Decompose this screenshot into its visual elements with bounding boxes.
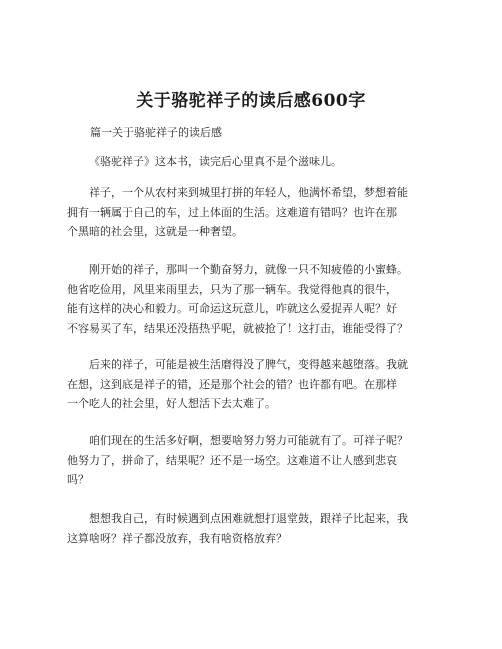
paragraph-line: 在想，这到底是祥子的错，还是那个社会的错？也许都有吧。在那样: [67, 377, 397, 391]
paragraph-3: [67, 260, 439, 338]
paragraph-line: 咱们现在的生活多好啊，想要啥努力努力可能就有了。可祥子呢？: [89, 434, 408, 447]
paragraph-1: [67, 152, 439, 172]
paragraph-6: [67, 509, 439, 548]
paragraph-line: 不容易买了车，结果还没捂热乎呢，就被抢了！这打击，谁能受得了？: [67, 321, 408, 335]
paragraph-line: 吗？: [67, 473, 89, 486]
paragraph-5: [67, 431, 439, 490]
paragraph-line: 他省吃俭用，风里来雨里去，只为了那一辆车。我觉得他真的很牛，: [67, 282, 397, 296]
paragraph-line: 能有这样的决心和毅力。可命运这玩意儿，咋就这么爱捉弄人呢？好: [67, 302, 397, 315]
paragraph-2: [67, 183, 439, 242]
paragraph-line: 这算啥呀？祥子都没放弃，我有啥资格放弃？: [67, 531, 287, 545]
paragraph-line: 他努力了，拼命了，结果呢？还不是一场空。这难道不让人感到悲哀: [67, 453, 397, 467]
paragraph-line: 后来的祥子，可能是被生活磨得没了脾气，变得越来越堕落。我就: [89, 358, 408, 371]
paragraph-line: 祥子，一个从农村来到城里打拼的年轻人，他满怀希望，梦想着能: [89, 186, 408, 199]
paragraph-4: [67, 355, 439, 414]
document-title: 关于骆驼祥子的读后感600字: [136, 91, 366, 111]
paragraph-line: 个黑暗的社会里，这就是一种奢望。: [67, 225, 243, 238]
paragraph-line: 《骆驼祥子》这本书，读完后心里真不是个滋味儿。: [89, 155, 342, 168]
paragraph-line: 拥有一辆属于自己的车，过上体面的生活。这难道有错吗？也许在那: [67, 205, 397, 219]
document-subtitle: 篇一关于骆驼祥子的读后感: [90, 126, 222, 139]
paragraph-line: 刚开始的祥子，那叫一个勤奋努力，就像一只不知疲倦的小蜜蜂。: [89, 263, 408, 276]
paragraph-line: 一个吃人的社会里，好人想活下去太难了。: [67, 397, 276, 410]
paragraph-line: 想想我自己，有时候遇到点困难就想打退堂鼓，跟祥子比起来，我: [89, 512, 408, 525]
